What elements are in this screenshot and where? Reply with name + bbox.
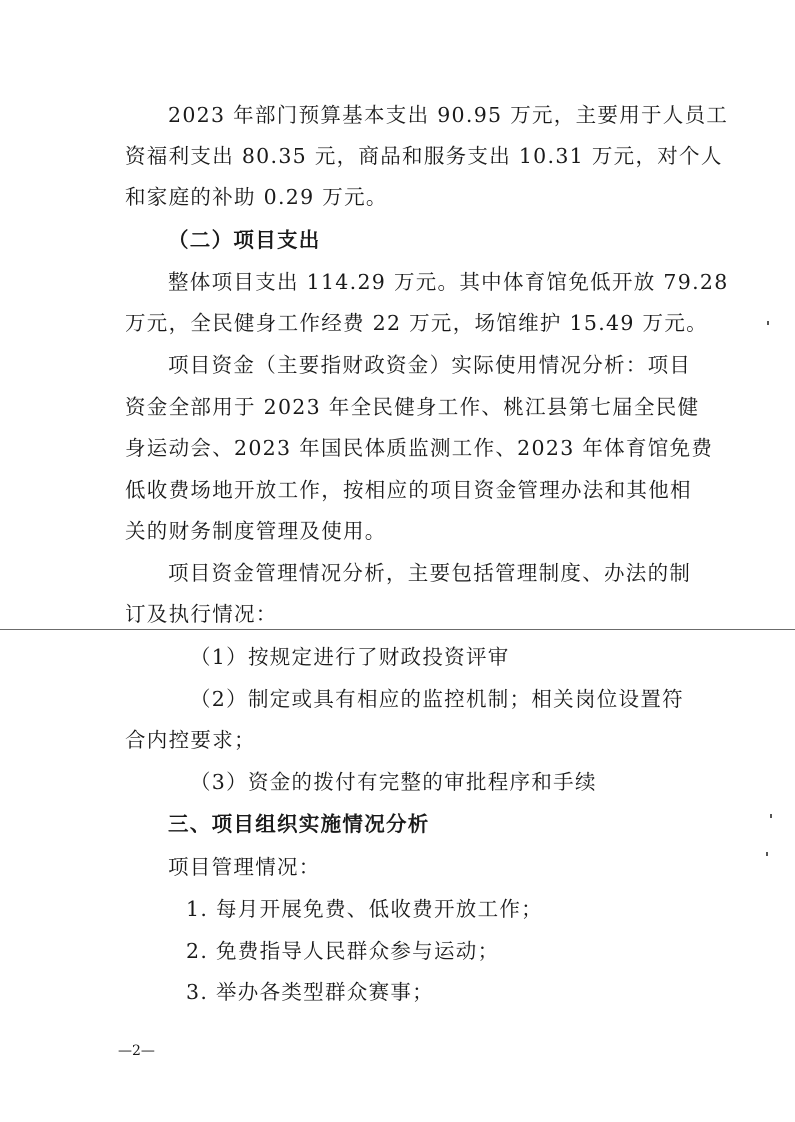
paragraph-line: 项目资金（主要指财政资金）实际使用情况分析：项目 [168, 353, 692, 377]
paragraph-line: 项目管理情况： [168, 855, 321, 879]
paragraph-line: 关的财务制度管理及使用。 [125, 519, 387, 543]
paragraph-line: 资福利支出 80.35 元，商品和服务支出 10.31 万元，对个人 [125, 144, 723, 168]
section-heading: 三、项目组织实施情况分析 [168, 812, 430, 836]
paragraph-line: 项目资金管理情况分析，主要包括管理制度、办法的制 [168, 561, 692, 585]
section-heading: （二）项目支出 [168, 228, 321, 252]
paragraph-line: 整体项目支出 114.29 万元。其中体育馆免低开放 79.28 [168, 270, 729, 294]
list-item: （1）按规定进行了财政投资评审 [190, 645, 510, 669]
list-item: （3）资金的拨付有完整的审批程序和手续 [190, 770, 597, 794]
paragraph-line: 万元，全民健身工作经费 22 万元，场馆维护 15.49 万元。 [125, 311, 708, 335]
paragraph-line: 身运动会、2023 年国民体质监测工作、2023 年体育馆免费 [125, 436, 714, 460]
scan-speck [767, 321, 769, 325]
paragraph-line: 2023 年部门预算基本支出 90.95 万元，主要用于人员工 [168, 103, 729, 127]
list-item: 3. 举办各类型群众赛事； [186, 980, 434, 1004]
list-item: 1. 每月开展免费、低收费开放工作； [186, 897, 543, 921]
list-item: 2. 免费指导人民群众参与运动； [186, 939, 500, 963]
paragraph-line: 低收费场地开放工作，按相应的项目资金管理办法和其他相 [125, 478, 692, 502]
scan-artifact-line [0, 629, 795, 630]
paragraph-line: 合内控要求； [125, 728, 256, 752]
paragraph-line: 订及执行情况： [125, 602, 278, 626]
page-number: —2— [118, 1043, 155, 1059]
paragraph-line: 资金全部用于 2023 年全民健身工作、桃江县第七届全民健 [125, 395, 700, 419]
paragraph-line: 和家庭的补助 0.29 万元。 [125, 185, 388, 209]
list-item: （2）制定或具有相应的监控机制；相关岗位设置符 [190, 687, 684, 711]
scan-speck [766, 852, 768, 856]
scan-speck [770, 814, 772, 818]
